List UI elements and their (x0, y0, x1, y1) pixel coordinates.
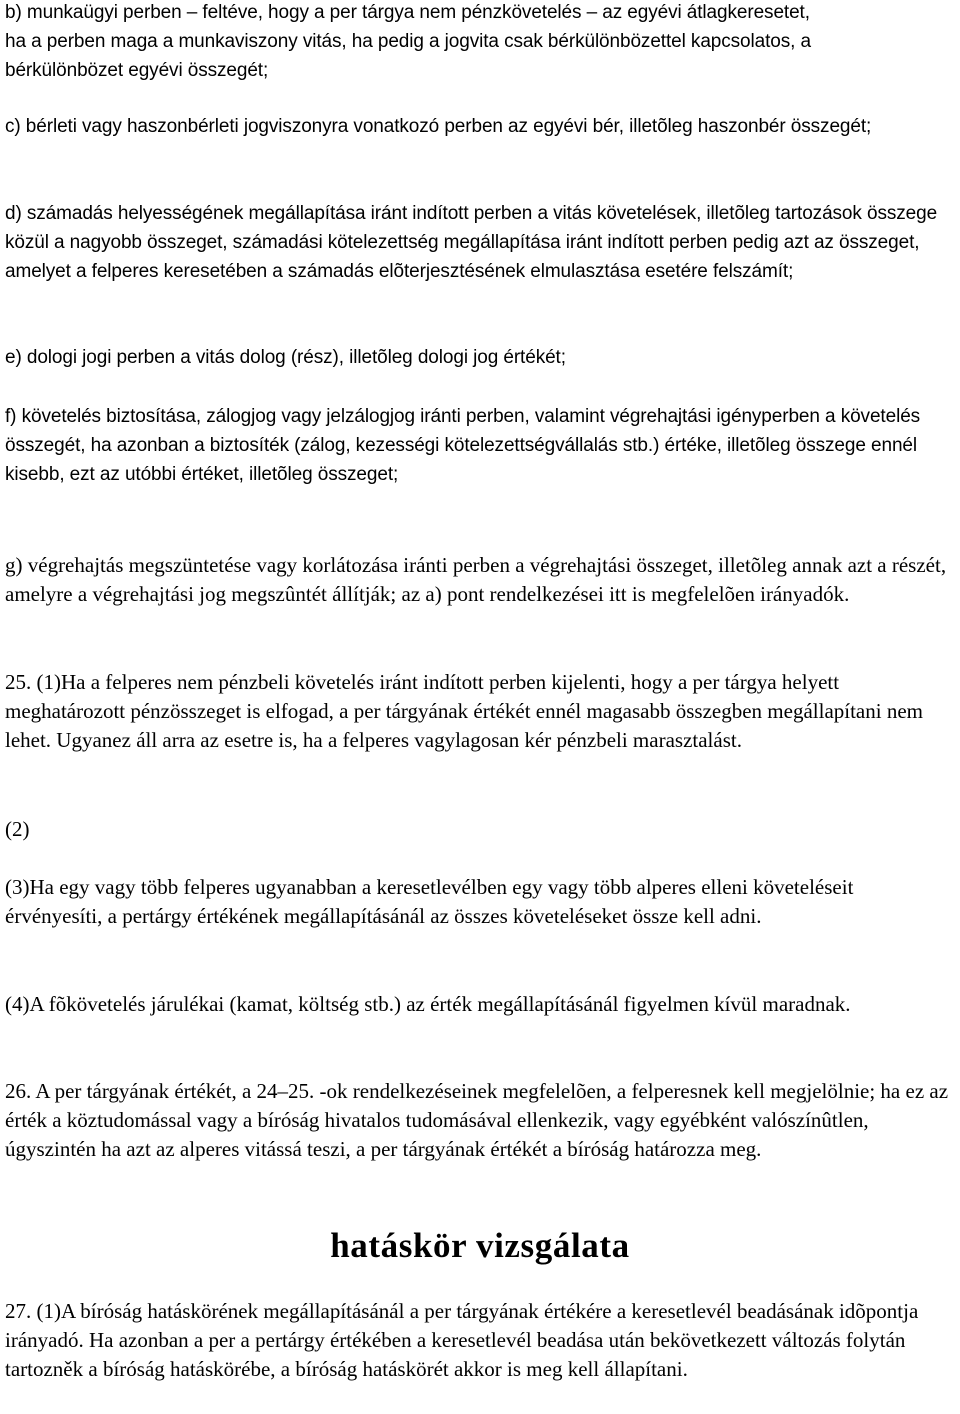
section-27-1: 27. (1)A bíróság hatáskörének megállapításánál a per tárgyának értékére a keresetlevél beadásának idõpontja irányadó. Ha azonban a per a pertárgy értékében a keresetlevél beadása után bekövetkezett változás folytán tartozněk a bíróság hatáskörébe, a bíróság hatáskörét akkor is meg kell állapítani. (5, 1299, 919, 1381)
section-25-2: (2) (5, 817, 30, 841)
section-25-3: (3)Ha egy vagy több felperes ugyanabban a keresetlevélben egy vagy több alperes elleni követeléseit érvényesíti, a pertárgy értékének megállapításánál az összes követeléseket össze kell adni. (5, 875, 854, 928)
paragraph-d: d) számadás helyességének megállapítása iránt indított perben a vitás követelések, illetõleg tartozások összege közül a nagyobb összeget, számadási kötelezettség megállapítása iránt indított perben pedig azt az összeget, amelyet a felperes keresetében a számadás elõterjesztésének elmulasztása esetére felszámít; (5, 203, 938, 282)
section-heading: hatáskör vizsgálata (330, 1226, 630, 1265)
paragraph-e: e) dologi jogi perben a vitás dolog (rész), illetõleg dologi jog értékét; (5, 347, 566, 368)
paragraph-g: g) végrehajtás megszüntetése vagy korlátozása iránti perben a végrehajtási összeget, illetõleg annak azt a részét, amelyre a végrehajtási jog megszûntét állítják; az a) pont rendelkezései itt is megfelelõen irányadók. (5, 553, 947, 606)
paragraph-c: c) bérleti vagy haszonbérleti jogviszonyra vonatkozó perben az egyévi bér, illetõleg haszonbér összegét; (5, 116, 872, 137)
section-25-1: 25. (1)Ha a felperes nem pénzbeli követelés iránt indított perben kijelenti, hogy a per tárgya helyett meghatározott pénzösszeget is elfogad, a per tárgyának értékét ennél magasabb összegben megállapítani nem lehet. Ugyanez áll arra az esetre is, ha a felperes vagylagosan kér pénzbeli marasztalást. (5, 670, 923, 752)
paragraph-f: f) követelés biztosítása, zálogjog vagy jelzálogjog iránti perben, valamint végrehajtási igényperben a követelés összegét, ha azonban a biztosíték (zálog, kezességi kötelezettségvállalás stb.) értéke, illetõleg összege ennél kisebb, ezt az utóbbi értéket, illetõleg összeget; (5, 406, 921, 485)
paragraph-b: b) munkaügyi perben – feltéve, hogy a per tárgya nem pénzkövetelés – az egyévi átlagkeresetet, ha a perben maga a munkaviszony vitás, ha pedig a jogvita csak bérkülönbözettel kapcsolatos, a bérkülönbözet egyévi összegét; (5, 2, 811, 81)
section-26: 26. A per tárgyának értékét, a 24–25. -ok rendelkezéseinek megfelelõen, a felperesnek kell megjelölnie; ha ez az érték a köztudomással vagy a bíróság hivatalos tudomásával ellenkezik, vagy egyébként valószínûtlen, úgyszintén ha azt az alperes vitássá teszi, a per tárgyának értékét a bíróság határozza meg. (5, 1079, 949, 1161)
section-25-4: (4)A fõkövetelés járulékai (kamat, költség stb.) az érték megállapításánál figyelmen kívül maradnak. (5, 992, 851, 1016)
